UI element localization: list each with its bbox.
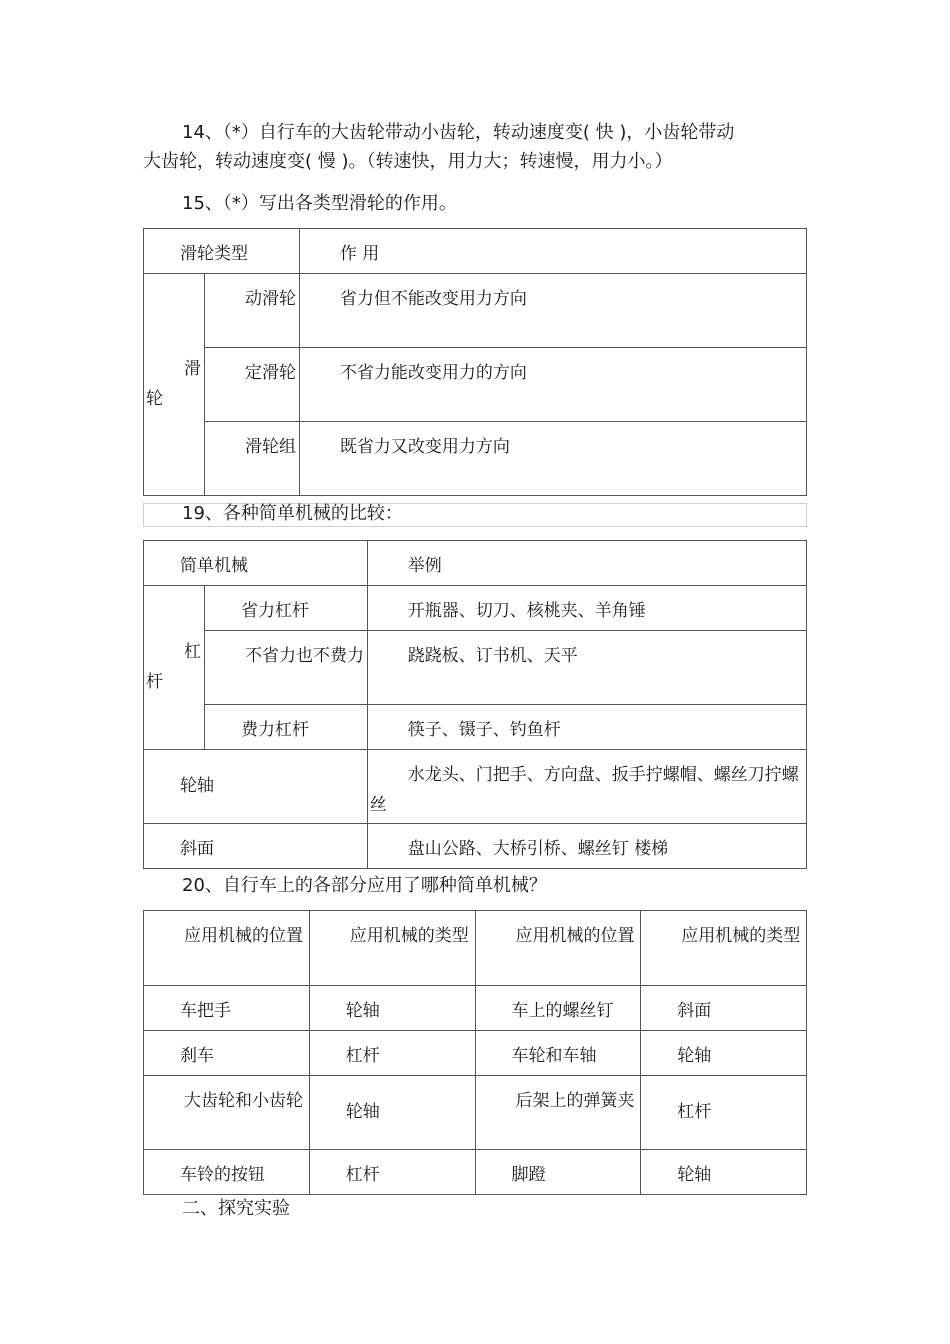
table-row bbox=[144, 586, 807, 631]
bike-cell: 后架上的弹簧夹 bbox=[475, 1076, 641, 1150]
pulley-use: 既省力又改变用力方向 bbox=[299, 422, 806, 496]
axle-name: 轮轴 bbox=[144, 750, 368, 824]
bike-header: 应用机械的类型 bbox=[641, 911, 807, 986]
table-row bbox=[144, 229, 807, 274]
lever-type: 不省力也不费力 bbox=[204, 631, 367, 705]
q15-title: 15、（*）写出各类型滑轮的作用。 bbox=[182, 193, 457, 214]
lever-type: 费力杠杆 bbox=[204, 705, 367, 750]
bike-cell: 杠杆 bbox=[641, 1076, 807, 1150]
bike-header: 应用机械的位置 bbox=[475, 911, 641, 986]
pulley-group-label: 滑轮 bbox=[144, 274, 205, 496]
pulley-header-type: 滑轮类型 bbox=[144, 229, 300, 274]
bike-cell: 车上的螺丝钉 bbox=[475, 986, 641, 1031]
table-row bbox=[144, 274, 807, 348]
table-row bbox=[144, 422, 807, 496]
lever-example: 跷跷板、订书机、天平 bbox=[367, 631, 806, 705]
table-row bbox=[144, 911, 807, 986]
q14-line2: 大齿轮，转动速度变( 慢 )。（转速快，用力大；转速慢，用力小。） bbox=[143, 151, 673, 172]
axle-example: 水龙头、门把手、方向盘、扳手拧螺帽、螺丝刀拧螺丝 bbox=[367, 750, 806, 824]
bike-cell: 车轮和车轴 bbox=[475, 1031, 641, 1076]
section2-title: 二、探究实验 bbox=[182, 1198, 290, 1219]
q20-title: 20、自行车上的各部分应用了哪种简单机械？ bbox=[182, 875, 547, 896]
pulley-header-use: 作 用 bbox=[299, 229, 806, 274]
table-row bbox=[144, 1076, 807, 1150]
table-row bbox=[144, 986, 807, 1031]
bike-table bbox=[143, 910, 807, 1195]
lever-type: 省力杠杆 bbox=[204, 586, 367, 631]
pulley-table bbox=[143, 228, 807, 496]
pulley-use: 不省力能改变用力的方向 bbox=[299, 348, 806, 422]
table-row bbox=[144, 348, 807, 422]
bike-cell: 大齿轮和小齿轮 bbox=[144, 1076, 310, 1150]
bike-cell: 轮轴 bbox=[309, 986, 475, 1031]
bike-cell: 车把手 bbox=[144, 986, 310, 1031]
table-row bbox=[144, 824, 807, 869]
bike-cell: 轮轴 bbox=[641, 1031, 807, 1076]
pulley-use: 省力但不能改变用力方向 bbox=[299, 274, 806, 348]
q14-line1: 14、（*）自行车的大齿轮带动小齿轮，转动速度变( 快 )，小齿轮带动 bbox=[182, 122, 735, 143]
table-row bbox=[144, 750, 807, 824]
bike-header: 应用机械的类型 bbox=[309, 911, 475, 986]
slope-example: 盘山公路、大桥引桥、螺丝钉 楼梯 bbox=[367, 824, 806, 869]
lever-example: 开瓶器、切刀、核桃夹、羊角锤 bbox=[367, 586, 806, 631]
bike-cell: 轮轴 bbox=[641, 1150, 807, 1195]
example-header: 举例 bbox=[367, 541, 806, 586]
bike-cell: 车铃的按钮 bbox=[144, 1150, 310, 1195]
table-row bbox=[144, 631, 807, 705]
bike-header: 应用机械的位置 bbox=[144, 911, 310, 986]
bike-cell: 杠杆 bbox=[309, 1031, 475, 1076]
bike-cell: 轮轴 bbox=[309, 1076, 475, 1150]
bike-cell: 斜面 bbox=[641, 986, 807, 1031]
bike-cell: 脚蹬 bbox=[475, 1150, 641, 1195]
slope-name: 斜面 bbox=[144, 824, 368, 869]
lever-example: 筷子、镊子、钓鱼杆 bbox=[367, 705, 806, 750]
lever-label: 杠杆 bbox=[144, 586, 205, 750]
pulley-name: 动滑轮 bbox=[204, 274, 299, 348]
bike-cell: 刹车 bbox=[144, 1031, 310, 1076]
table-row bbox=[144, 1031, 807, 1076]
table-row bbox=[144, 541, 807, 586]
table-row bbox=[144, 705, 807, 750]
bike-cell: 杠杆 bbox=[309, 1150, 475, 1195]
pulley-name: 定滑轮 bbox=[204, 348, 299, 422]
pulley-name: 滑轮组 bbox=[204, 422, 299, 496]
q19-title: 19、各种简单机械的比较： bbox=[182, 503, 403, 524]
table-row bbox=[144, 1150, 807, 1195]
machine-header: 简单机械 bbox=[144, 541, 368, 586]
machine-table bbox=[143, 540, 807, 869]
